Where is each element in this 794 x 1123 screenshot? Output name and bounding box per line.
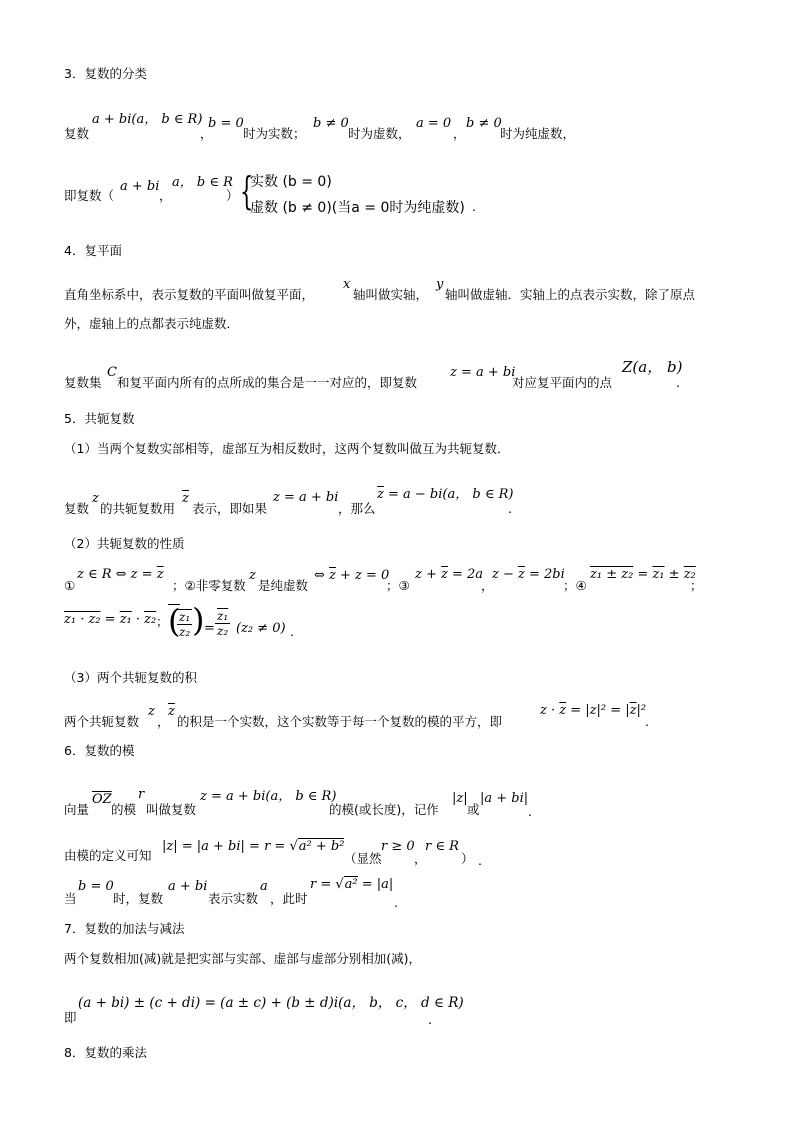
s4-p1-text: 轴叫做虚轴．实轴上的点表示实数，除了原点 — [445, 287, 696, 302]
s5-pr6-den: z₂ — [179, 625, 191, 639]
s4-p1-x: x — [343, 277, 351, 292]
s5-l1-text: 复数 — [64, 501, 90, 516]
section-8-heading: 8．复数的乘法 — [64, 1045, 147, 1060]
s3-l1-math: a = 0 — [416, 116, 452, 131]
s5-pr3-a — [415, 568, 483, 581]
s5-l3-text: 两个共轭复数 — [64, 714, 140, 729]
s6-l1-or: 或 — [467, 802, 480, 817]
s5-l1-result-bar: $\overline{z}$ — [377, 487, 384, 502]
s6-l3-m4a: r = — [310, 877, 336, 892]
s5-pr3-a1: z + — [415, 567, 442, 582]
s6-l1-r: r — [138, 787, 145, 802]
s4-p3-text: 对应复平面内的点 — [512, 375, 613, 390]
s5-pr2-eq — [314, 569, 389, 582]
s5-pr2-rest: + z = 0 — [335, 568, 390, 583]
s3-l1-sep: ， — [200, 126, 213, 141]
s5-l1-text: 的共轭复数用 — [100, 501, 176, 516]
s6-l1-text: 向量 — [64, 802, 90, 817]
s3-l1-text: 时为实数； — [243, 126, 306, 141]
s6-l3-text: 时，复数 — [113, 891, 164, 906]
s5-pr3-a-bar: $\overline{z}$ — [441, 567, 448, 582]
s5-pr6-rnum: z₁ — [217, 609, 229, 623]
s5-l3-text: 的积是一个实数，这个实数等于每一个复数的模的平方，即 — [177, 714, 503, 729]
s4-p1-y: y — [436, 277, 444, 292]
s4-p3-C: C — [107, 365, 117, 380]
s3-case-end: . — [472, 199, 476, 214]
section-3-heading: 3．复数的分类 — [64, 66, 147, 81]
s5-pr5-eq: = — [100, 612, 120, 627]
s5-pr5-dot: · — [131, 612, 145, 627]
s3-l2-close: ） — [226, 188, 239, 203]
s5-pr1 — [77, 568, 164, 581]
section-5-heading: 5．共轭复数 — [64, 411, 135, 426]
s5-pr1-sep: ；②非零复数 — [172, 578, 246, 593]
s6-l1-abs1: |z| — [452, 791, 468, 806]
s5-l3-eq3: |² — [636, 703, 647, 718]
s6-l1-text: 的模 — [111, 802, 137, 817]
s5-l1-text: ，那么 — [338, 501, 376, 516]
s6-l3-m4: r = √a² = |a| — [310, 877, 394, 892]
s6-l2-text: （显然 — [344, 851, 382, 866]
s4-p3-end: . — [676, 375, 680, 390]
s5-pr2-eq-a: ⇔ — [314, 568, 330, 583]
s4-p2: 外，虚轴上的点都表示纯虚数． — [64, 316, 240, 331]
s5-pr4-pm: ± — [664, 567, 684, 582]
section-7-heading: 7．复数的加法与减法 — [64, 921, 185, 936]
s3-case-2: 虚数 (b ≠ 0)(当a = 0时为纯虚数) — [250, 200, 465, 216]
s5-sub2: （2）共轭复数的性质 — [64, 536, 185, 551]
s7-l2-math: (a + bi) ± (c + di) = (a ± c) + (b ± d)i(a， b， c， d ∈ R) — [78, 995, 464, 1011]
s5-pr3-comma: ， — [481, 578, 494, 593]
s6-l1-text: 的模(或长度)，记作 — [329, 802, 439, 817]
s5-l3-eq1-bar: $\overline{z}$ — [559, 703, 567, 718]
s5-pr5-end: ； — [156, 614, 169, 629]
s6-l1-text: 叫做复数 — [146, 802, 197, 817]
s6-l2-end: . — [478, 853, 482, 868]
s5-l1-result-rest: = a − bi(a， b ∈ R) — [383, 487, 514, 502]
s5-pr6-rden: z₂ — [217, 624, 229, 638]
s5-l1-zbar: $\overline{z}$ — [182, 491, 189, 506]
s7-l2-end: . — [428, 1012, 432, 1027]
s5-pr3-b1: z − — [492, 567, 519, 582]
s5-pr3-sep: ；③ — [386, 578, 410, 593]
s6-l3-m2: a + bi — [168, 879, 208, 894]
s5-l1-eq: z = a + bi — [273, 490, 339, 505]
s6-l3-text: 当 — [64, 891, 77, 906]
s3-l1-math: b ≠ 0 — [313, 116, 349, 131]
s6-l1-end: . — [528, 804, 532, 819]
s3-l2-text: 即复数（ — [64, 188, 115, 203]
s5-pr4-end: ； — [690, 578, 703, 593]
s5-l3-z: z — [148, 704, 155, 719]
s5-pr3-b — [492, 568, 565, 581]
s5-l1-end: . — [508, 501, 512, 516]
s3-l1-math: b ≠ 0 — [466, 116, 502, 131]
s3-l1-sep: ， — [453, 126, 466, 141]
s6-l3-rad: a² — [344, 877, 358, 892]
s4-p1-text: 轴叫做实轴， — [353, 287, 429, 302]
s6-l3-m3: a — [260, 879, 268, 894]
s6-l3-text: 表示实数 — [208, 891, 259, 906]
s5-pr2-bar: $\overline{z}$ — [329, 568, 336, 583]
section-4-heading: 4．复平面 — [64, 243, 122, 258]
s5-pr1-num: ① — [64, 578, 76, 593]
s5-pr6-frac — [177, 609, 192, 639]
s6-l3-m4b: = |a| — [357, 877, 394, 892]
s5-pr6-cond: (z₂ ≠ 0) — [236, 621, 286, 636]
s6-l2-math: |z| = |a + bi| = r = √a² + b² — [162, 839, 345, 854]
s5-pr5 — [64, 613, 156, 626]
s6-l2-c1: r ≥ 0 — [381, 839, 415, 854]
s3-case-1: 实数 (b = 0) — [250, 174, 332, 190]
s5-l3-eq2: = |z|² = | — [566, 703, 630, 718]
s4-p1-text: 直角坐标系中，表示复数的平面叫做复平面， — [64, 287, 315, 302]
s5-pr4-lhs: z₁ ± z₂ — [590, 567, 634, 582]
s5-pr1-bar: $\overline{z}$ — [156, 567, 164, 582]
s6-l2-math-a: |z| = |a + bi| = r = — [162, 839, 290, 854]
case-brace: { — [240, 169, 254, 213]
s7-l2-text: 即 — [64, 1010, 77, 1025]
s5-pr6-num: z₁ — [179, 610, 191, 624]
s5-pr6-rfrac — [215, 609, 230, 638]
s5-l3-eq2-bar: $\overline{z}$ — [629, 703, 637, 718]
s5-pr6-eq: = — [204, 621, 215, 636]
s5-l3-eq1: z · — [540, 703, 560, 718]
s5-pr2-text: 是纯虚数 — [258, 578, 309, 593]
s3-l2-math: a， b ∈ R — [172, 175, 233, 190]
s5-pr5-r1: z₁ — [119, 612, 132, 627]
s5-l1-z: z — [92, 491, 99, 506]
s5-l3-zbar: $\overline{z}$ — [168, 704, 175, 719]
s5-pr2-z: z — [249, 568, 256, 583]
s3-l1-text: 复数 — [64, 126, 90, 141]
s5-pr4 — [590, 568, 696, 581]
s5-pr6-rparen: ) — [192, 601, 205, 639]
s6-l2-close: ） — [461, 851, 474, 866]
s5-l1-text: 表示，即如果 — [192, 501, 268, 516]
s4-p3-z: z = a + bi — [450, 365, 516, 380]
s3-l2-sep: ， — [159, 188, 172, 203]
s6-l3-m1: b = 0 — [78, 879, 114, 894]
s4-p3-text: 复数集 — [64, 375, 102, 390]
s5-pr6-end: . — [290, 624, 294, 639]
s5-pr4-eq: = — [633, 567, 653, 582]
s5-sub1: （1）当两个复数实部相等，虚部互为相反数时，这两个复数叫做互为共轭复数． — [64, 441, 510, 456]
s5-sub3: （3）两个共轭复数的积 — [64, 670, 197, 685]
s5-pr5-r2: z₂ — [144, 612, 157, 627]
s5-pr3-b2: = 2bi — [524, 567, 565, 582]
s6-l1-abs2: |a + bi| — [480, 791, 529, 806]
s3-l1-text: 时为纯虚数， — [500, 126, 576, 141]
s5-pr3-a2: = 2a — [447, 567, 484, 582]
s6-l2-rad: a² + b² — [298, 839, 345, 854]
s6-l1-z: z = a + bi(a， b ∈ R) — [200, 789, 337, 804]
s7-l1: 两个复数相加(减)就是把实部与实部、虚部与虚部分别相加(减)， — [64, 951, 422, 966]
s6-l2-text: 由模的定义可知 — [64, 848, 152, 863]
s5-pr4-r2: z₂ — [683, 567, 696, 582]
s5-pr4-r1: z₁ — [652, 567, 665, 582]
section-6-heading: 6．复数的模 — [64, 743, 135, 758]
s3-l1-math: a + bi(a， b ∈ R) — [92, 112, 203, 127]
s6-l2-c2: r ∈ R — [425, 839, 459, 854]
s5-pr5-lhs: z₁ · z₂ — [64, 612, 101, 627]
s3-l1-math: b = 0 — [208, 116, 244, 131]
s5-l3-eq — [540, 704, 646, 717]
s5-pr4-sep: ；④ — [563, 578, 587, 593]
s6-l3-end: . — [394, 895, 398, 910]
s3-l1-text: 时为虚数， — [348, 126, 411, 141]
s5-l3-end: . — [645, 714, 649, 729]
s4-p3-point: Z(a， b) — [622, 358, 683, 376]
s6-l1-vec: $\overline{OZ}$ — [92, 792, 112, 807]
s3-l2-math: a + bi — [120, 179, 160, 194]
s5-l3-sep: ， — [157, 714, 170, 729]
s5-l1-result — [377, 488, 513, 501]
s5-pr3-b-bar: $\overline{z}$ — [518, 567, 525, 582]
s6-l2-comma: ， — [414, 851, 427, 866]
s5-pr6-lparen: ( — [168, 602, 181, 640]
s5-pr1-a: z ∈ R ⇔ z = — [77, 567, 157, 582]
s4-p3-text: 和复平面内所有的点所成的集合是一一对应的，即复数 — [117, 375, 418, 390]
s6-l3-text: ，此时 — [270, 891, 308, 906]
